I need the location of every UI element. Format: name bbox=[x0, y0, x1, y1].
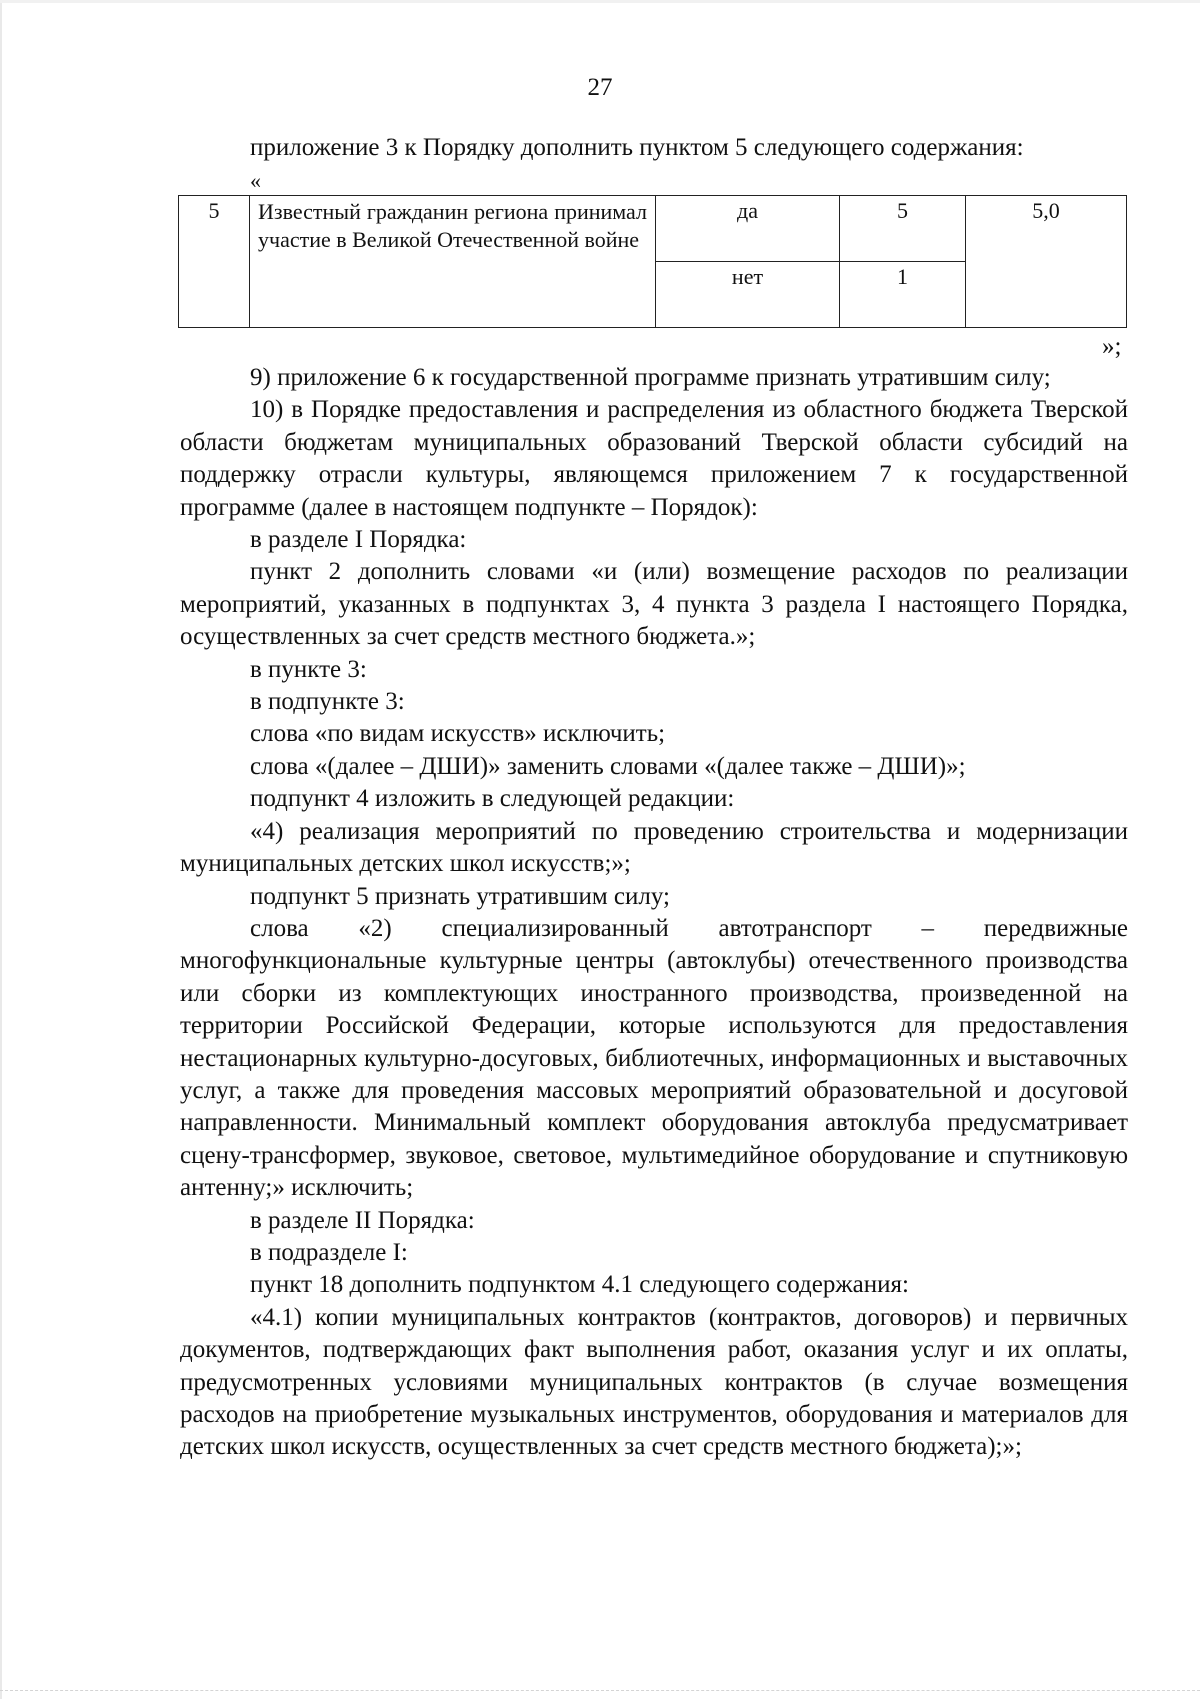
answer-no: нет bbox=[656, 262, 840, 328]
paragraph: в разделе I Порядка: bbox=[250, 526, 467, 554]
intro-line: приложение 3 к Порядку дополнить пунктом 5 следующего содержания: bbox=[250, 134, 1024, 161]
paragraph: слова «2) специализированный автотранспорт – передвижные многофункциональные культурные центры (автоклубы) отечественного производства или сборки из комплектующих иностранного производства, произведенной на территории Российской Федерации, которые используются для предоставления нестационарных культурно-досуговых, библиотечных, информационных и выставочных услуг, а также для проведения массовых мероприятий образовательной и досуговой направленности. Минимальный комплект оборудования автоклуба предусматривает сцену-трансформер, звуковое, световое, мультимедийное оборудование и спутниковую антенну;» исключить; bbox=[180, 914, 1128, 1202]
scan-bottom-edge bbox=[0, 1690, 1200, 1692]
table-row bbox=[179, 196, 1127, 262]
paragraph: в разделе II Порядка: bbox=[250, 1206, 475, 1234]
row-number: 5 bbox=[179, 196, 250, 328]
paragraph: пункт 2 дополнить словами «и (или) возмещение расходов по реализации мероприятий, указанных в подпунктах 3, 4 пункта 3 раздела I настоящего Порядка, осуществленных за счет средств местного бюджета.»; bbox=[180, 558, 1128, 651]
scan-edge-left bbox=[0, 0, 2, 1699]
max-score: 5,0 bbox=[966, 196, 1127, 328]
paragraph: в подразделе I: bbox=[250, 1238, 408, 1266]
paragraph-item-10: 10) в Порядке предоставления и распределения из областного бюджета Тверской области бюджетам муниципальных образований Тверской области субсидий на поддержку отрасли культуры, являющемся приложением 7 к государственной программе (далее в настоящем подпункте – Порядок): bbox=[180, 396, 1128, 521]
paragraph: слова «(далее – ДШИ)» заменить словами «(далее также – ДШИ)»; bbox=[250, 752, 966, 780]
page-number: 27 bbox=[587, 74, 613, 101]
answer-yes: да bbox=[656, 196, 840, 262]
points-yes: 5 bbox=[840, 196, 966, 262]
paragraph: в подпункте 3: bbox=[250, 688, 405, 716]
paragraph: «4) реализация мероприятий по проведению строительства и модернизации муниципальных детских школ искусств;»; bbox=[180, 817, 1128, 878]
criteria-table bbox=[178, 195, 1127, 328]
open-quote: « bbox=[250, 168, 261, 193]
points-no: 1 bbox=[840, 262, 966, 328]
close-quote: »; bbox=[1102, 333, 1122, 360]
document-body bbox=[180, 362, 1128, 1464]
paragraph: подпункт 4 изложить в следующей редакции: bbox=[250, 785, 735, 813]
paragraph-item-9: 9) приложение 6 к государственной программе признать утратившим силу; bbox=[250, 364, 1051, 391]
paragraph: в пункте 3: bbox=[250, 655, 367, 683]
paragraph: «4.1) копии муниципальных контрактов (контрактов, договоров) и первичных документов, подтверждающих факт выполнения работ, оказания услуг и их оплаты, предусмотренных условиями муниципальных контрактов (в случае возмещения расходов на приобретение музыкальных инструментов, оборудования и материалов для детских школ искусств, осуществленных за счет средств местного бюджета);»; bbox=[180, 1303, 1128, 1461]
paragraph: слова «по видам искусств» исключить; bbox=[250, 720, 666, 748]
paragraph: пункт 18 дополнить подпунктом 4.1 следующего содержания: bbox=[250, 1271, 909, 1299]
scan-edge-top bbox=[0, 0, 1200, 3]
criterion-text: Известный гражданин региона принимал участие в Великой Отечественной войне bbox=[250, 196, 656, 328]
paragraph: подпункт 5 признать утратившим силу; bbox=[250, 882, 670, 910]
